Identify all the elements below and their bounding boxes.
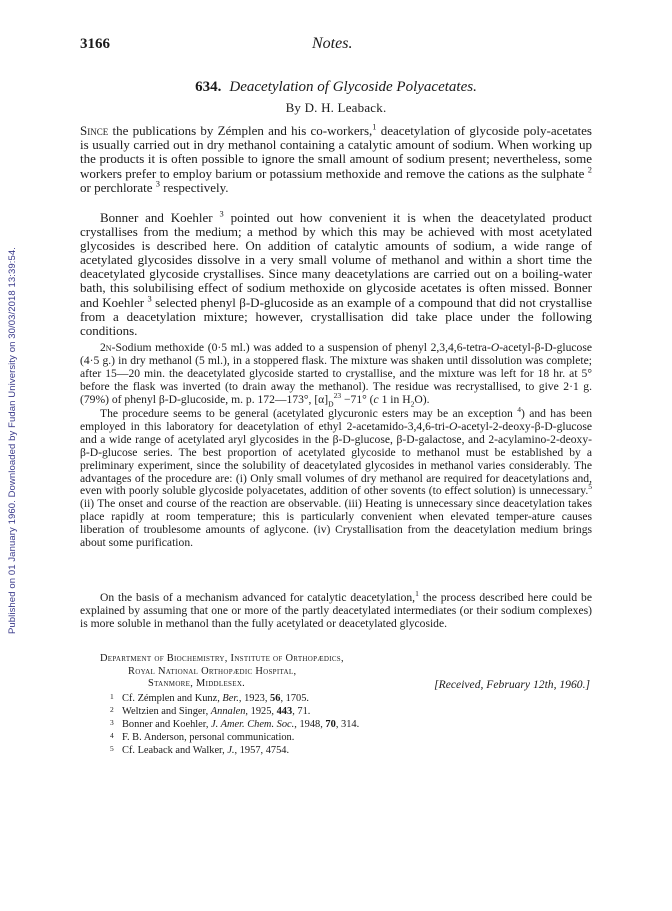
reference-item: [110, 743, 359, 756]
download-watermark: [6, 140, 20, 740]
reference-text: Bonner and Koehler, J. Amer. Chem. Soc., 1948, 70, 314.: [122, 719, 360, 731]
author-name: By D. H. Leaback.: [285, 100, 387, 115]
reference-number: 2: [110, 705, 114, 715]
reference-item: [110, 691, 359, 704]
affiliation-line: Royal National Orthopædic Hospital,: [128, 665, 297, 677]
reference-number: 4: [110, 731, 114, 741]
running-head: Notes.: [312, 35, 353, 52]
article-number: 634.: [195, 79, 222, 95]
article-title: [0, 79, 672, 96]
affiliation-line: Stanmore, Middlesex.: [148, 678, 246, 690]
reference-number: 3: [110, 718, 114, 728]
reference-text: F. B. Anderson, personal communication.: [122, 732, 295, 744]
reference-item: [110, 730, 359, 743]
paragraph-experimental: 2n-Sodium methoxide (0·5 ml.) was added to a suspension of phenyl 2,3,4,6-tetra-O-acetyl-β-D-glucose (4·5 g.) in dry methanol (5 ml.), in a stoppered flask. The mixture was shaken until dissolution was complete; after 15—20 min. the deacetylated glycoside started to crystallise, and the mixture was left for 18 hr. at 5° before the flask was inverted (to drain away the methanol). The residue was recrystallised, to give 2·1 g. (79%) of phenyl β-D-glucoside, m. p. 172—173°, $[\alpha]_D^{23} -71^\circ$ (c 1 in $H_2O$).: [80, 341, 592, 408]
paragraph-mechanism: On the basis of a mechanism advanced for catalytic deacetylation,$^1$ the process described here could be explained by assuming that one or more of the partly deacetylated intermediates (or their sodium complexes) is more soluble in methanol than the fully acetylated or deacetylated glycoside.: [80, 589, 592, 630]
affiliation-line: Department of Biochemistry, Institute of Orthopædics,: [100, 653, 344, 664]
author-line: [0, 100, 672, 116]
page-number: 3166: [80, 36, 110, 52]
paragraph-introduction: Since the publications by Zémplen and his co-workers,$^1$ deacetylation of glycoside poly-acetates is usually carried out in dry methanol containing a catalytic amount of sodium. When working up the products it is often possible to ignore the small amount of sodium present; nevertheless, some workers prefer to employ barium or potassium methoxide and remove the cations as the sulphate $^2$ or perchlorate $^3$ respectively.: [80, 121, 592, 195]
reference-item: [110, 704, 359, 717]
paragraph-generality: The procedure seems to be general (acetylated glycuronic esters may be an exception $^4$) and has been employed in this laboratory for deacetylation of ethyl 2-acetamido-3,4,6-tri-O-acetyl-2-deoxy-β-D-glucose and a wide range of acetylated aryl glycosides in the β-D-glucose, β-D-galactose, and 2-acylamino-2-deoxy-β-D-glucose series. The best proportion of acetylated glycoside to methanol must be established by a preliminary experiment, since the solubility of deacetylated glycosides in methanol varies considerably. The advantages of the procedure are: (i) Only small volumes of dry methanol are required for deacetylations and, even with poorly soluble glycoside polyacetates, addition of other sovents (to effect solution) is unnecessary.$^5$ (ii) The onset and course of the reaction are observable. (iii) Heating is unnecessary since deacetylation takes place rapidly at room temperature; this is particularly convenient when elevated temper-ature causes liberation of troublesome amounts of aglycone. (iv) Crystallisation from the deacetylation medium brings about some purification.: [80, 405, 592, 550]
reference-number: 1: [110, 692, 114, 701]
received-date: [Received, February 12th, 1960.]: [434, 678, 590, 691]
article-title-text: Deacetylation of Glycoside Polyacetates.: [229, 79, 477, 95]
reference-item: [110, 717, 359, 730]
reference-text: Weltzien and Singer, Annalen, 1925, 443, 71.: [122, 706, 311, 718]
reference-number: 5: [110, 744, 114, 754]
reference-text: Cf. Zémplen and Kunz, Ber., 1923, 56, 1705.: [122, 693, 310, 704]
watermark-text: Published on 01 January 1960. Downloaded by Fudan University on 30/03/2018 13:39:54.: [7, 246, 19, 634]
affiliation-block: [100, 653, 344, 691]
paragraph-method-overview: Bonner and Koehler $^3$ pointed out how convenient it is when the deacetylated product crystallises from the medium; a method by which this may be achieved with most acetylated glycosides is described here. On addition of catalytic amounts of sodium, a wide range of acetylated glycosides dissolve in a very small volume of methanol and within a short time the deacetylated glycoside crystallises. Since many deacetylations are carried out on a boiling-water bath, this solubilising effect of sodium methoxide on glycoside acetates is often missed. Bonner and Koehler $^3$ selected phenyl β-D-glucoside as an example of a compound that did not crystallise from a deacetylation mixture; however, crystallisation did take place under the following conditions.: [80, 208, 593, 338]
reference-text: Cf. Leaback and Walker, J., 1957, 4754.: [122, 745, 290, 757]
reference-list: [110, 691, 359, 756]
